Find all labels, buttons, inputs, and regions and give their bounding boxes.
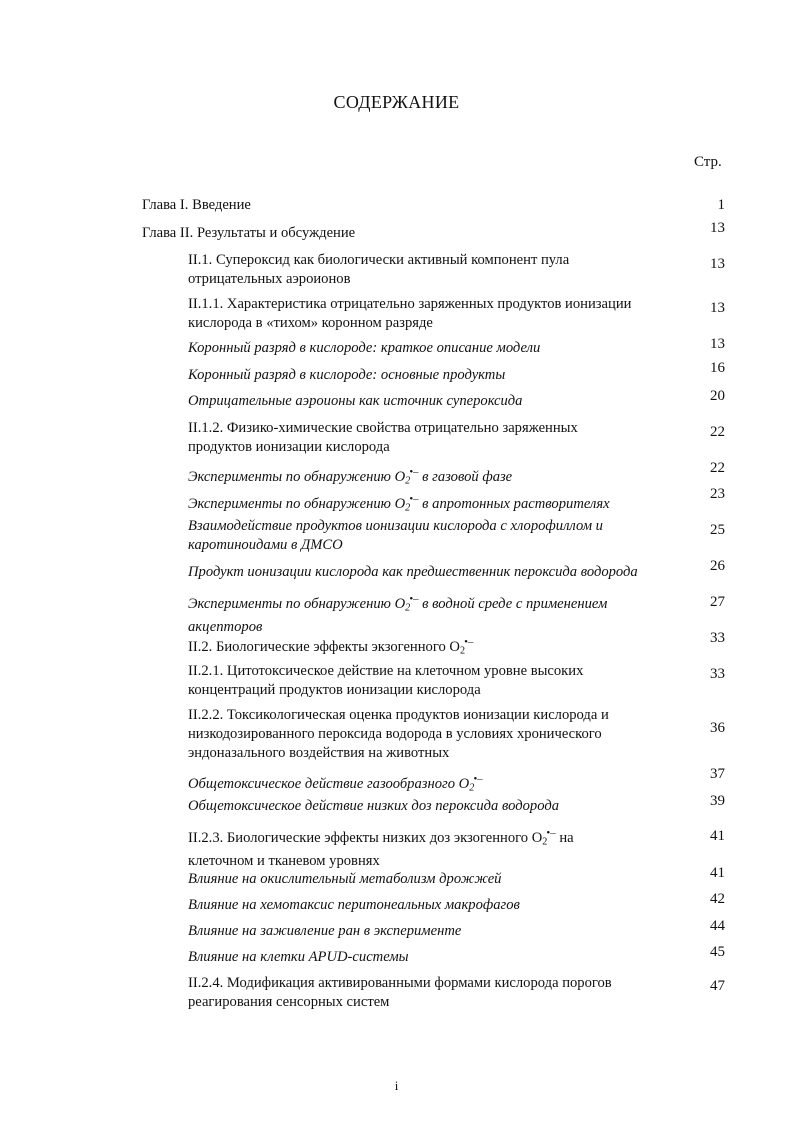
page-title: СОДЕРЖАНИЕ — [333, 92, 460, 112]
toc-section-entry — [188, 419, 640, 457]
toc-page-number: 27 — [710, 594, 725, 610]
toc-entry-title: II.2.4. Модификация активированными формами кислорода порогов реагирования сенсорных систем — [188, 975, 612, 1010]
superoxide-symbol: $O_2^{•-}$ — [394, 493, 419, 514]
toc-page-number: 33 — [710, 630, 725, 646]
toc-entry-title: Эксперименты по обнаружению $O_2^{•-}$ в водной среде с применением акцепторов — [188, 593, 608, 635]
toc-page-number: 13 — [710, 336, 725, 352]
toc-entry-title: Отрицательные аэроионы как источник супероксида — [188, 393, 523, 409]
toc-page-number: 22 — [710, 424, 725, 440]
toc-page-number: 16 — [710, 360, 725, 376]
superoxide-symbol: $O_2^{•-}$ — [531, 827, 556, 848]
toc-entry-title: Общетоксическое действие газообразного $O_2^{•-}$ — [188, 773, 483, 794]
superoxide-symbol: $O_2^{•-}$ — [394, 466, 419, 487]
toc-chapter-entry — [142, 196, 640, 215]
toc-section-entry — [188, 974, 640, 1012]
toc-entry-title: II.2. Биологические эффекты экзогенного $O_2^{•-}$ — [188, 636, 474, 657]
toc-entry-title: Глава II. Результаты и обсуждение — [142, 225, 356, 241]
toc-section-entry — [188, 517, 640, 555]
superoxide-symbol: $O_2^{•-}$ — [394, 593, 419, 614]
toc-section-entry — [188, 870, 640, 889]
toc-page-number: 33 — [710, 666, 725, 682]
toc-section-entry — [188, 295, 640, 333]
toc-section-entry — [188, 633, 640, 661]
toc-page-number: 45 — [710, 944, 725, 960]
toc-section-entry — [188, 590, 640, 637]
toc-page-number: 37 — [710, 766, 725, 782]
toc-entry-title: II.1. Супероксид как биологически активный компонент пула отрицательных аэроионов — [188, 252, 570, 287]
toc-section-entry — [188, 490, 640, 518]
toc-section-entry — [188, 339, 640, 358]
toc-section-entry — [188, 797, 640, 816]
toc-page-number: 23 — [710, 486, 725, 502]
toc-entry-title: Общетоксическое действие низких доз пероксида водорода — [188, 798, 560, 814]
toc-entry-title: II.2.3. Биологические эффекты низких доз экзогенного $O_2^{•-}$ на клеточном и тканевом уровнях — [188, 827, 574, 869]
toc-section-entry — [188, 662, 640, 700]
superoxide-symbol: $O_2^{•-}$ — [449, 636, 474, 657]
toc-entry-title: Влияние на хемотаксис перитонеальных макрофагов — [188, 897, 520, 913]
toc-section-entry — [188, 824, 640, 871]
toc-entry-title: II.1.1. Характеристика отрицательно заряженных продуктов ионизации кислорода в «тихом» коронном разряде — [188, 296, 632, 331]
toc-entry-title: Влияние на окислительный метаболизм дрожжей — [188, 871, 502, 887]
toc-section-entry — [188, 563, 640, 582]
toc-page-number: 41 — [710, 865, 725, 881]
toc-page-number: 41 — [710, 828, 725, 844]
toc-section-entry — [188, 948, 640, 967]
toc-section-entry — [188, 706, 640, 763]
toc-section-entry — [188, 366, 640, 385]
toc-entry-title: II.2.1. Цитотоксическое действие на клеточном уровне высоких концентраций продуктов ионизации кислорода — [188, 663, 584, 698]
toc-chapter-entry — [142, 224, 640, 243]
toc-page-number: 13 — [710, 300, 725, 316]
superoxide-symbol: $O_2^{•-}$ — [458, 773, 483, 794]
toc-page-number: 20 — [710, 388, 725, 404]
toc-page-number: 44 — [710, 918, 725, 934]
toc-page-number: 13 — [710, 220, 725, 236]
toc-entry-title: Влияние на клетки APUD-системы — [188, 949, 409, 965]
toc-section-entry — [188, 463, 640, 491]
toc-page-number: 13 — [710, 256, 725, 272]
toc-entry-title: Глава I. Введение — [142, 197, 251, 213]
toc-page-number: 36 — [710, 720, 725, 736]
toc-entry-title: Влияние на заживление ран в эксперименте — [188, 923, 462, 939]
toc-entry-title: Взаимодействие продуктов ионизации кислорода с хлорофиллом и каротиноидами в ДМСО — [188, 518, 603, 553]
toc-section-entry — [188, 896, 640, 915]
toc-page-number: 47 — [710, 978, 725, 994]
toc-entry-title: Продукт ионизации кислорода как предшественник пероксида водорода — [188, 564, 638, 580]
page-column-header: Стр. — [694, 154, 722, 170]
toc-entry-title: Эксперименты по обнаружению $O_2^{•-}$ в апротонных растворителях — [188, 493, 610, 514]
footer-page-number: i — [394, 1078, 399, 1093]
toc-entry-title: Коронный разряд в кислороде: краткое описание модели — [188, 340, 541, 356]
toc-entry-title: II.1.2. Физико-химические свойства отрицательно заряженных продуктов ионизации кислорода — [188, 420, 578, 455]
toc-section-entry — [188, 392, 640, 411]
toc-section-entry — [188, 922, 640, 941]
toc-section-entry — [188, 251, 640, 289]
toc-page-number: 1 — [717, 197, 725, 213]
toc-page-number: 39 — [710, 793, 725, 809]
toc-entry-title: Эксперименты по обнаружению $O_2^{•-}$ в газовой фазе — [188, 466, 513, 487]
toc-page-number: 42 — [710, 891, 725, 907]
toc-section-entry — [188, 770, 640, 798]
toc-page-number: 22 — [710, 460, 725, 476]
toc-entry-title: II.2.2. Токсикологическая оценка продуктов ионизации кислорода и низкодозированного пероксида водорода в условиях хронического эндоназального воздействия на животных — [188, 707, 609, 761]
toc-entry-title: Коронный разряд в кислороде: основные продукты — [188, 367, 506, 383]
toc-page-number: 25 — [710, 522, 725, 538]
toc-page-number: 26 — [710, 558, 725, 574]
